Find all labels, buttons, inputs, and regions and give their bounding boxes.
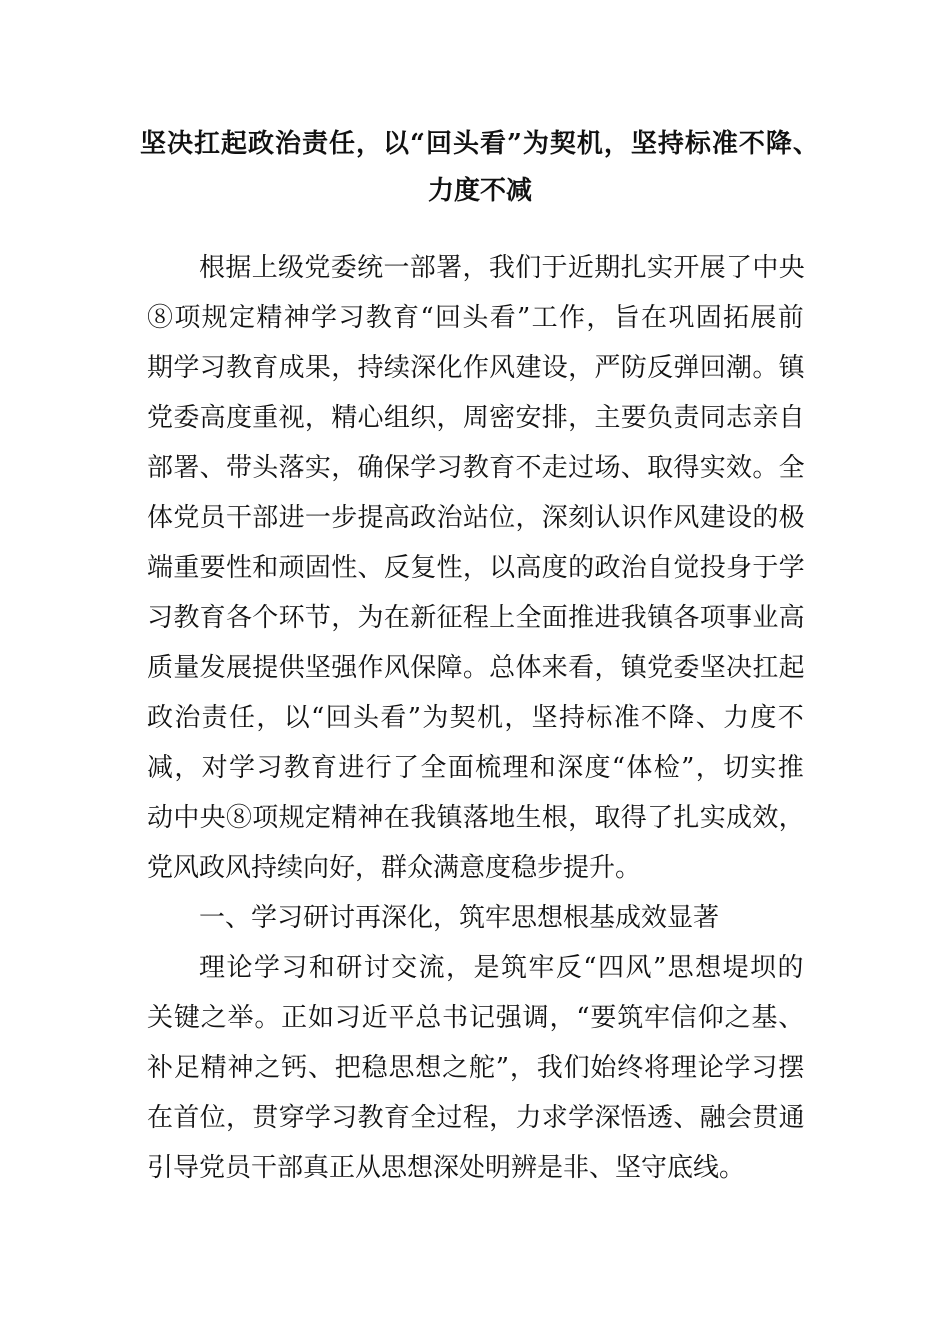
text-line: 党风政风持续向好，群众满意度稳步提升。 [147,853,642,883]
text-line: ⑧项规定精神学习教育“回头看”工作，旨在巩固拓展前 [147,303,806,333]
text-line: 根据上级党委统一部署，我们于近期扎实开展了中央 [199,253,806,283]
text-line: 关键之举。正如习近平总书记强调，“要筑牢信仰之基、 [147,1003,806,1033]
text-line: 一、学习研讨再深化，筑牢思想根基成效显著 [199,903,720,933]
document-title-line-1: 坚决扛起政治责任，以“回头看”为契机，坚持标准不降、 [140,129,820,159]
paragraph [147,243,805,893]
text-line: 在首位，贯穿学习教育全过程，力求学深悟透、融会贯通 [147,1103,806,1133]
text-line: 端重要性和顽固性、反复性，以高度的政治自觉投身于学 [147,553,806,583]
text-line: 政治责任，以“回头看”为契机，坚持标准不降、力度不 [147,703,806,733]
text-line: 期学习教育成果，持续深化作风建设，严防反弹回潮。镇 [147,353,806,383]
text-line: 减，对学习教育进行了全面梳理和深度“体检”，切实推 [147,753,806,783]
section-heading [147,893,805,943]
text-line: 引导党员干部真正从思想深处明辨是非、坚守底线。 [147,1153,746,1183]
text-line: 党委高度重视，精心组织，周密安排，主要负责同志亲自 [147,403,806,433]
text-line: 质量发展提供坚强作风保障。总体来看，镇党委坚决扛起 [147,653,806,683]
text-line: 理论学习和研讨交流，是筑牢反“四风”思想堤坝的 [199,953,805,983]
text-line: 部署、带头落实，确保学习教育不走过场、取得实效。全 [147,453,806,483]
text-line: 补足精神之钙、把稳思想之舵”，我们始终将理论学习摆 [147,1053,806,1083]
document-body [147,243,805,1193]
text-line: 习教育各个环节，为在新征程上全面推进我镇各项事业高 [147,603,806,633]
text-line: 动中央⑧项规定精神在我镇落地生根，取得了扎实成效， [147,803,806,833]
paragraph [147,943,805,1193]
text-line: 体党员干部进一步提高政治站位，深刻认识作风建设的极 [147,503,806,533]
document-title-line-2: 力度不减 [427,176,532,206]
